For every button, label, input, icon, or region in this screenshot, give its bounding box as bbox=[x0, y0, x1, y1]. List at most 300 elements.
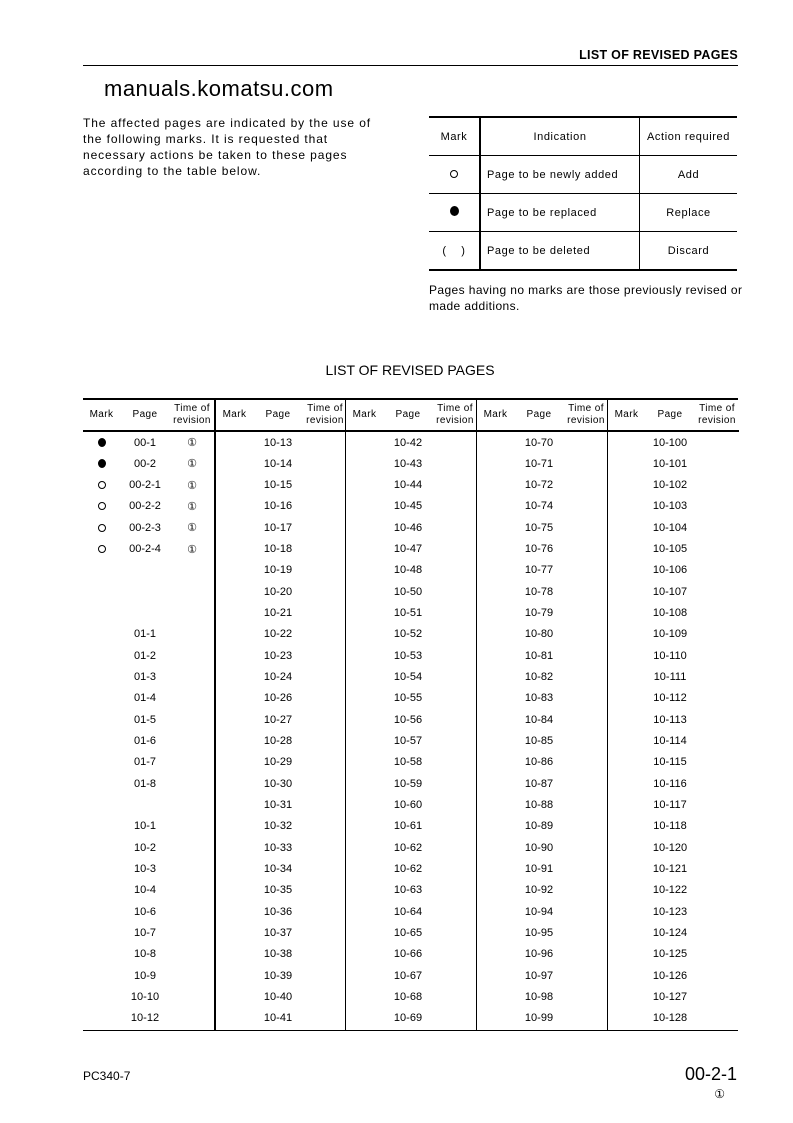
revision-cell bbox=[433, 965, 477, 986]
intro-text: The affected pages are indicated by the use of the following marks. It is requested that necessary actions be taken to these pages according to the table below. bbox=[83, 116, 372, 178]
page-cell: 10-70 bbox=[524, 436, 554, 449]
revision-cell bbox=[303, 603, 347, 624]
revision-cell bbox=[695, 539, 739, 560]
page-cell: 10-82 bbox=[524, 671, 554, 684]
page-cell: 10-63 bbox=[393, 884, 423, 897]
mark-cell bbox=[346, 560, 383, 581]
legend-indication: Page to be replaced bbox=[480, 194, 640, 232]
table-row bbox=[83, 859, 214, 880]
revision-cell bbox=[695, 432, 739, 453]
revision-cell bbox=[433, 816, 477, 837]
revision-cell bbox=[564, 709, 608, 730]
page-cell: 10-118 bbox=[653, 820, 687, 833]
mark-cell bbox=[346, 475, 383, 496]
table-row bbox=[346, 645, 477, 666]
revision-cell bbox=[695, 624, 739, 645]
revision-cell bbox=[433, 987, 477, 1008]
table-row bbox=[346, 688, 477, 709]
revision-cell bbox=[695, 731, 739, 752]
revision-cell bbox=[433, 517, 477, 538]
table-row bbox=[477, 859, 608, 880]
page-cell: 10-76 bbox=[524, 543, 554, 556]
page-cell: 10-22 bbox=[263, 628, 293, 641]
table-row bbox=[608, 624, 739, 645]
mark-cell bbox=[83, 987, 120, 1008]
mark-cell bbox=[477, 859, 514, 880]
page-cell: 10-75 bbox=[524, 521, 554, 534]
revision-cell bbox=[433, 709, 477, 730]
page-cell: 10-56 bbox=[393, 713, 423, 726]
table-row bbox=[346, 432, 477, 453]
column-group bbox=[476, 400, 608, 1030]
table-row bbox=[608, 987, 739, 1008]
table-row bbox=[477, 901, 608, 922]
revision-cell bbox=[170, 837, 214, 858]
table-row bbox=[477, 624, 608, 645]
revision-cell bbox=[564, 1008, 608, 1029]
table-row bbox=[346, 795, 477, 816]
page-cell: 10-74 bbox=[524, 500, 554, 513]
table-row bbox=[346, 965, 477, 986]
revision-cell bbox=[695, 859, 739, 880]
mark-cell bbox=[608, 560, 645, 581]
table-row bbox=[477, 837, 608, 858]
mark-cell bbox=[83, 624, 120, 645]
revision-cell bbox=[303, 816, 347, 837]
revision-cell bbox=[433, 773, 477, 794]
page-cell: 10-38 bbox=[263, 948, 293, 961]
page-cell: 01-4 bbox=[133, 692, 157, 705]
revision-cell bbox=[433, 453, 477, 474]
mark-cell bbox=[477, 475, 514, 496]
revision-cell bbox=[564, 581, 608, 602]
table-row bbox=[216, 795, 347, 816]
page-cell: 10-41 bbox=[263, 1012, 293, 1025]
table-row bbox=[477, 581, 608, 602]
page-cell: 10-62 bbox=[393, 863, 423, 876]
page-cell: 10-115 bbox=[653, 756, 687, 769]
page-cell: 10-24 bbox=[263, 671, 293, 684]
mark-cell bbox=[477, 432, 514, 453]
mark-cell bbox=[83, 581, 120, 602]
revision-cell bbox=[695, 944, 739, 965]
table-row bbox=[608, 688, 739, 709]
table-row bbox=[477, 667, 608, 688]
mark-cell bbox=[346, 432, 383, 453]
page-cell: 10-89 bbox=[524, 820, 554, 833]
mark-cell bbox=[608, 901, 645, 922]
page-cell: 10-72 bbox=[524, 479, 554, 492]
page-cell: 10-68 bbox=[393, 991, 423, 1004]
legend-indication: Page to be deleted bbox=[480, 232, 640, 271]
revision-cell bbox=[695, 603, 739, 624]
page-cell: 10-58 bbox=[393, 756, 423, 769]
revision-cell bbox=[433, 581, 477, 602]
page-cell: 10-104 bbox=[652, 521, 688, 534]
table-row bbox=[216, 603, 347, 624]
revision-cell: ① bbox=[187, 458, 197, 471]
mark-cell bbox=[608, 837, 645, 858]
revision-cell bbox=[433, 539, 477, 560]
revision-cell bbox=[170, 859, 214, 880]
mark-cell bbox=[83, 475, 120, 496]
page-cell: 10-95 bbox=[524, 927, 554, 940]
page-cell: 10-9 bbox=[133, 969, 157, 982]
page-cell: 10-20 bbox=[263, 585, 293, 598]
column-header-page: Page bbox=[265, 409, 291, 420]
open-circle-icon bbox=[98, 502, 106, 510]
table-row bbox=[83, 496, 214, 517]
mark-cell bbox=[346, 816, 383, 837]
column-group bbox=[83, 400, 214, 1030]
revision-cell bbox=[695, 709, 739, 730]
revision-cell bbox=[170, 816, 214, 837]
table-row bbox=[608, 901, 739, 922]
page-cell: 10-122 bbox=[652, 884, 688, 897]
table-row bbox=[608, 709, 739, 730]
revision-cell bbox=[564, 475, 608, 496]
revision-cell: ① bbox=[187, 479, 197, 492]
page-cell: 01-5 bbox=[133, 713, 157, 726]
revision-cell bbox=[564, 944, 608, 965]
table-row bbox=[608, 603, 739, 624]
table-row bbox=[83, 987, 214, 1008]
table-row bbox=[216, 517, 347, 538]
mark-cell bbox=[608, 603, 645, 624]
revision-cell bbox=[170, 923, 214, 944]
revision-cell bbox=[695, 688, 739, 709]
revision-cell bbox=[303, 752, 347, 773]
page-cell: 10-21 bbox=[263, 607, 293, 620]
table-row bbox=[83, 581, 214, 602]
revision-cell bbox=[433, 560, 477, 581]
note-text: Pages having no marks are those previously revised or made additions. bbox=[429, 283, 743, 313]
table-row bbox=[216, 965, 347, 986]
mark-cell bbox=[83, 453, 120, 474]
revision-cell bbox=[303, 987, 347, 1008]
page-revision-mark: ① bbox=[714, 1087, 725, 1101]
mark-cell bbox=[608, 795, 645, 816]
mark-cell bbox=[477, 624, 514, 645]
table-row bbox=[608, 731, 739, 752]
revision-cell bbox=[564, 645, 608, 666]
mark-cell bbox=[216, 560, 253, 581]
table-row bbox=[608, 1008, 739, 1029]
revision-cell bbox=[695, 816, 739, 837]
column-header-mark: Mark bbox=[89, 409, 114, 420]
table-row bbox=[477, 688, 608, 709]
page-cell: 10-81 bbox=[524, 649, 554, 662]
table-row bbox=[83, 880, 214, 901]
page-cell: 10-124 bbox=[652, 927, 688, 940]
mark-cell bbox=[346, 901, 383, 922]
page-cell: 10-86 bbox=[524, 756, 554, 769]
mark-cell bbox=[477, 645, 514, 666]
column-header-row bbox=[83, 400, 214, 432]
revision-cell bbox=[170, 773, 214, 794]
revision-cell bbox=[564, 688, 608, 709]
page-cell: 10-17 bbox=[263, 521, 293, 534]
table-row bbox=[608, 795, 739, 816]
table-row bbox=[346, 581, 477, 602]
table-row bbox=[346, 624, 477, 645]
mark-cell bbox=[477, 581, 514, 602]
revision-cell bbox=[170, 795, 214, 816]
revision-cell bbox=[695, 645, 739, 666]
page-cell: 10-116 bbox=[653, 777, 687, 790]
revision-cell bbox=[303, 667, 347, 688]
table-row bbox=[83, 645, 214, 666]
mark-cell bbox=[83, 901, 120, 922]
page-cell: 10-33 bbox=[263, 841, 293, 854]
table-row bbox=[216, 539, 347, 560]
mark-cell bbox=[608, 816, 645, 837]
revision-cell bbox=[303, 901, 347, 922]
mark-cell bbox=[477, 837, 514, 858]
table-row bbox=[83, 965, 214, 986]
revision-cell bbox=[303, 688, 347, 709]
table-row bbox=[216, 880, 347, 901]
table-row bbox=[346, 496, 477, 517]
mark-cell bbox=[346, 773, 383, 794]
revision-cell bbox=[303, 645, 347, 666]
page-cell: 10-99 bbox=[524, 1012, 554, 1025]
mark-cell bbox=[608, 432, 645, 453]
page-cell: 10-126 bbox=[652, 969, 688, 982]
page-cell: 10-13 bbox=[263, 436, 293, 449]
revision-cell bbox=[564, 965, 608, 986]
revision-cell bbox=[170, 987, 214, 1008]
revision-cell bbox=[170, 603, 214, 624]
column-header-page: Page bbox=[132, 409, 158, 420]
revision-cell bbox=[564, 816, 608, 837]
page-cell: 10-27 bbox=[263, 713, 293, 726]
mark-cell bbox=[477, 816, 514, 837]
table-row bbox=[216, 752, 347, 773]
table-row bbox=[83, 816, 214, 837]
mark-cell bbox=[346, 517, 383, 538]
page-cell: 10-36 bbox=[263, 905, 293, 918]
mark-cell bbox=[346, 709, 383, 730]
page-number: 00-2-1 bbox=[684, 1064, 737, 1084]
revision-cell: ① bbox=[187, 522, 197, 535]
revision-cell bbox=[564, 795, 608, 816]
mark-cell bbox=[216, 432, 253, 453]
table-row bbox=[346, 731, 477, 752]
column-header-time: Time of revision bbox=[173, 403, 211, 426]
revision-cell bbox=[303, 859, 347, 880]
page-cell: 10-7 bbox=[133, 927, 157, 940]
revision-cell bbox=[564, 859, 608, 880]
table-row bbox=[477, 475, 608, 496]
table-row bbox=[216, 688, 347, 709]
mark-cell bbox=[83, 432, 120, 453]
table-row bbox=[477, 539, 608, 560]
page-cell: 00-2-3 bbox=[129, 521, 161, 534]
mark-cell bbox=[216, 731, 253, 752]
revision-cell bbox=[303, 880, 347, 901]
page-cell: 10-23 bbox=[263, 649, 293, 662]
mark-cell bbox=[216, 603, 253, 624]
page-cell: 01-6 bbox=[133, 735, 157, 748]
mark-cell bbox=[477, 688, 514, 709]
marks-legend-table bbox=[429, 116, 737, 271]
revision-cell bbox=[564, 987, 608, 1008]
page-cell: 10-108 bbox=[652, 607, 688, 620]
page-cell: 10-85 bbox=[524, 735, 554, 748]
page-cell: 10-97 bbox=[524, 969, 554, 982]
legend-header-row bbox=[429, 117, 737, 156]
page-cell: 10-111 bbox=[653, 671, 687, 684]
table-row bbox=[216, 944, 347, 965]
table-row bbox=[346, 944, 477, 965]
mark-cell bbox=[216, 645, 253, 666]
mark-cell bbox=[608, 923, 645, 944]
page-cell: 10-61 bbox=[393, 820, 423, 833]
table-row bbox=[346, 475, 477, 496]
revision-cell bbox=[170, 624, 214, 645]
revision-cell bbox=[695, 517, 739, 538]
table-row bbox=[477, 645, 608, 666]
page-cell: 10-67 bbox=[393, 969, 423, 982]
page-cell: 00-1 bbox=[133, 436, 157, 449]
page-cell: 10-30 bbox=[263, 777, 293, 790]
table-row bbox=[83, 560, 214, 581]
table-row bbox=[216, 731, 347, 752]
page-cell: 10-64 bbox=[393, 905, 423, 918]
page-cell: 10-19 bbox=[263, 564, 293, 577]
mark-cell bbox=[83, 688, 120, 709]
revision-cell bbox=[303, 453, 347, 474]
mark-cell bbox=[346, 965, 383, 986]
page-cell: 10-80 bbox=[524, 628, 554, 641]
page-cell: 10-65 bbox=[393, 927, 423, 940]
page-cell bbox=[120, 560, 170, 581]
mark-cell bbox=[346, 539, 383, 560]
mark-cell bbox=[83, 731, 120, 752]
mark-cell bbox=[216, 1008, 253, 1029]
mark-cell bbox=[477, 752, 514, 773]
mark-cell bbox=[346, 688, 383, 709]
page-cell: 10-79 bbox=[524, 607, 554, 620]
page-cell: 10-2 bbox=[133, 841, 157, 854]
mark-cell bbox=[216, 709, 253, 730]
list-title: LIST OF REVISED PAGES bbox=[325, 362, 495, 378]
mark-cell bbox=[477, 731, 514, 752]
mark-cell bbox=[216, 453, 253, 474]
mark-cell bbox=[346, 581, 383, 602]
mark-cell bbox=[83, 859, 120, 880]
table-row bbox=[216, 581, 347, 602]
column-header-time: Time of revision bbox=[306, 403, 344, 426]
page-cell: 10-101 bbox=[652, 457, 688, 470]
table-row bbox=[608, 880, 739, 901]
page-cell: 10-59 bbox=[393, 777, 423, 790]
mark-cell bbox=[216, 773, 253, 794]
table-row bbox=[608, 859, 739, 880]
mark-cell bbox=[346, 624, 383, 645]
table-row bbox=[608, 539, 739, 560]
open-circle-icon bbox=[450, 170, 458, 178]
revision-cell bbox=[303, 475, 347, 496]
revised-pages-table bbox=[83, 398, 738, 1031]
table-row bbox=[346, 837, 477, 858]
page-cell: 10-18 bbox=[263, 543, 293, 556]
mark-cell bbox=[216, 475, 253, 496]
page-cell: 10-109 bbox=[652, 628, 688, 641]
table-row bbox=[83, 795, 214, 816]
table-row bbox=[216, 923, 347, 944]
revision-cell bbox=[433, 432, 477, 453]
column-header-page: Page bbox=[395, 409, 421, 420]
page-cell: 10-96 bbox=[524, 948, 554, 961]
revision-cell bbox=[433, 837, 477, 858]
mark-cell bbox=[346, 987, 383, 1008]
page-cell: 10-88 bbox=[524, 799, 554, 812]
revision-cell: ① bbox=[187, 437, 197, 449]
page-cell: 10-110 bbox=[653, 649, 687, 662]
page-cell: 00-2 bbox=[133, 457, 157, 470]
page-cell: 10-60 bbox=[393, 799, 423, 812]
revision-cell bbox=[303, 624, 347, 645]
column-header-mark: Mark bbox=[222, 409, 247, 420]
page-cell: 10-29 bbox=[263, 756, 293, 769]
table-row bbox=[608, 944, 739, 965]
table-row bbox=[83, 539, 214, 560]
mark-cell bbox=[216, 752, 253, 773]
page-cell: 10-114 bbox=[653, 735, 687, 748]
page-cell: 10-15 bbox=[263, 479, 293, 492]
mark-cell bbox=[216, 987, 253, 1008]
mark-cell bbox=[608, 859, 645, 880]
page-cell: 01-2 bbox=[133, 649, 157, 662]
mark-cell bbox=[477, 944, 514, 965]
revision-cell bbox=[303, 837, 347, 858]
mark-cell bbox=[608, 539, 645, 560]
revision-cell bbox=[433, 944, 477, 965]
mark-cell bbox=[83, 603, 120, 624]
revision-cell bbox=[433, 688, 477, 709]
table-row bbox=[346, 517, 477, 538]
table-row bbox=[216, 645, 347, 666]
page-cell: 10-91 bbox=[524, 863, 554, 876]
revision-cell bbox=[303, 795, 347, 816]
revision-cell bbox=[564, 837, 608, 858]
column-header-row bbox=[216, 400, 347, 432]
table-row bbox=[608, 773, 739, 794]
revision-cell: ① bbox=[187, 543, 197, 556]
mark-cell bbox=[477, 773, 514, 794]
column-header-row bbox=[477, 400, 608, 432]
revision-cell bbox=[695, 837, 739, 858]
revision-cell bbox=[564, 923, 608, 944]
revision-cell bbox=[170, 901, 214, 922]
revision-cell bbox=[564, 773, 608, 794]
column-header-mark: Mark bbox=[352, 409, 377, 420]
page-cell: 10-47 bbox=[393, 543, 423, 556]
mark-cell bbox=[477, 965, 514, 986]
mark-cell bbox=[216, 816, 253, 837]
mark-cell bbox=[346, 667, 383, 688]
page-cell: 10-26 bbox=[263, 692, 293, 705]
page-cell: 10-1 bbox=[133, 820, 157, 833]
table-row bbox=[216, 432, 347, 453]
mark-cell bbox=[216, 496, 253, 517]
page-cell: 10-46 bbox=[393, 521, 423, 534]
mark-cell bbox=[608, 1008, 645, 1029]
table-row bbox=[83, 944, 214, 965]
table-row bbox=[216, 560, 347, 581]
